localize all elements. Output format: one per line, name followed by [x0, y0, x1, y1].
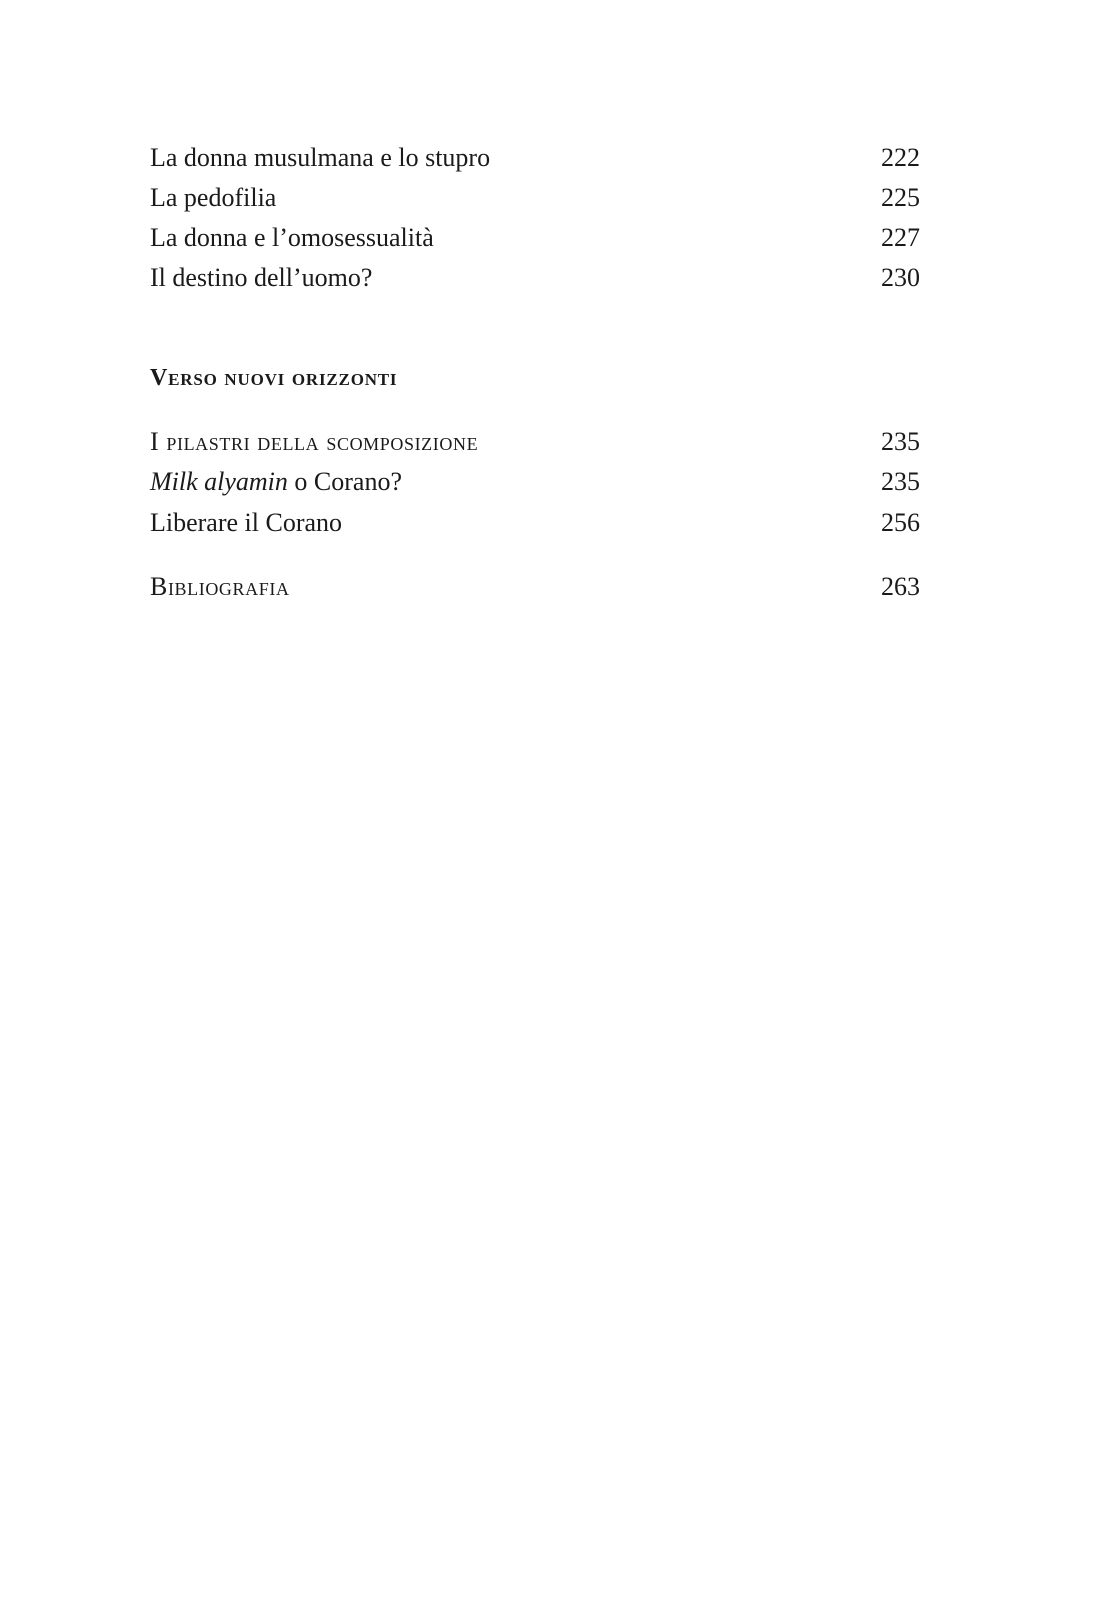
toc-entry-page: 263 [881, 572, 920, 601]
toc-entry-title: Il destino dell’uomo? [150, 263, 373, 292]
toc-entry-page: 230 [881, 263, 920, 292]
toc-entry-title [150, 462, 402, 502]
toc-entry-title: La pedofilia [150, 183, 277, 212]
toc-entry [150, 218, 920, 258]
toc-entry-page: 256 [881, 508, 920, 537]
toc-entry-page: 235 [881, 467, 920, 496]
toc-entry [150, 258, 920, 298]
toc-entry-title-italic: Milk alyamin [150, 467, 288, 496]
section-heading: Verso nuovi orizzonti [150, 365, 398, 391]
toc-entry-title: La donna e l’omosessualità [150, 223, 434, 252]
toc-entry [150, 138, 920, 178]
toc-entry-title: Liberare il Corano [150, 508, 343, 537]
toc-entry [150, 422, 920, 462]
toc-entry-page: 222 [881, 143, 920, 172]
toc-entry-title: La donna musulmana e lo stupro [150, 143, 491, 172]
toc-entry-title-rest: o Corano? [287, 467, 403, 496]
toc-entry-title: Bibliografia [150, 572, 290, 601]
toc-entry-page: 235 [881, 427, 920, 456]
toc-entry-bibliography [150, 567, 920, 607]
toc-entry-page: 227 [881, 223, 920, 252]
toc-entry-page: 225 [881, 183, 920, 212]
toc-entry [150, 503, 920, 543]
toc-entry [150, 462, 920, 502]
toc-entry-title: I pilastri della scomposizione [150, 427, 479, 456]
toc-entry [150, 178, 920, 218]
